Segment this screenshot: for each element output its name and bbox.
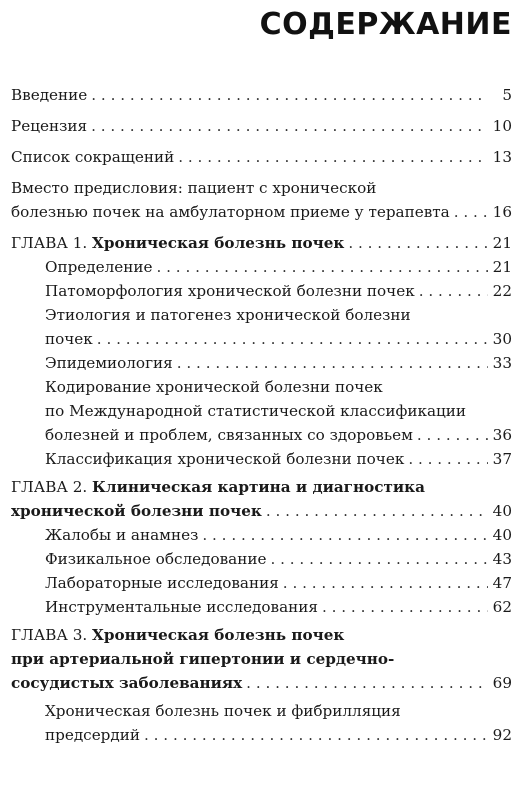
toc-section[interactable]: Инструментальные исследования . . . 62 bbox=[45, 595, 512, 619]
page-number: 40 bbox=[492, 502, 512, 520]
page-number: 69 bbox=[492, 674, 512, 692]
page-number: 10 bbox=[492, 117, 512, 135]
toc-entry-review[interactable]: Рецензия . . . 10 bbox=[11, 114, 512, 138]
toc-entry-foreword[interactable]: Вместо предисловия: пациент с хронической болезнью почек на амбулаторном приеме у терапевта . . . 16 bbox=[11, 176, 512, 224]
table-of-contents bbox=[11, 83, 512, 747]
page-number: 22 bbox=[492, 282, 512, 300]
toc-section[interactable]: Этиология и патогенез хронической болезни почек . . . 30 bbox=[45, 303, 512, 351]
toc-section[interactable]: Хроническая болезнь почек и фибрилляция предсердий . . . 92 bbox=[45, 699, 512, 747]
page-number: 13 bbox=[492, 148, 512, 166]
toc-entry-abbreviations[interactable]: Список сокращений . . . 13 bbox=[11, 145, 512, 169]
chapter-title: Хроническая болезнь почек bbox=[92, 626, 345, 644]
toc-section[interactable]: Физикальное обследование . . . 43 bbox=[45, 547, 512, 571]
page-number: 37 bbox=[492, 450, 512, 468]
toc-chapter-1[interactable] bbox=[11, 231, 512, 255]
page-number: 30 bbox=[492, 330, 512, 348]
chapter-3 bbox=[11, 623, 512, 747]
chapter-1 bbox=[11, 231, 512, 471]
page-number: 36 bbox=[492, 426, 512, 444]
toc-chapter-3[interactable]: ГЛАВА 3. Хроническая болезнь почек при артериальной гипертонии и сердечно- сосудистых заболеваниях . . . 69 bbox=[11, 623, 512, 695]
chapter-prefix: ГЛАВА 1. bbox=[11, 234, 93, 252]
page-number: 40 bbox=[492, 526, 512, 544]
toc-section[interactable]: Определение . . . 21 bbox=[45, 255, 512, 279]
page-number: 62 bbox=[492, 598, 512, 616]
page-number: 47 bbox=[492, 574, 512, 592]
page-number: 5 bbox=[502, 86, 512, 104]
chapter-prefix: ГЛАВА 2. bbox=[11, 478, 93, 496]
page-number: 92 bbox=[492, 726, 512, 744]
chapter-prefix: ГЛАВА 3. bbox=[11, 626, 93, 644]
page-title: СОДЕРЖАНИЕ bbox=[259, 7, 512, 42]
toc-section[interactable]: Жалобы и анамнез . . . 40 bbox=[45, 523, 512, 547]
page-number: 33 bbox=[492, 354, 512, 372]
chapter-2 bbox=[11, 475, 512, 619]
toc-chapter-2[interactable]: ГЛАВА 2. Клиническая картина и диагностика хронической болезни почек . . . 40 bbox=[11, 475, 512, 523]
toc-section[interactable]: Лабораторные исследования . . . 47 bbox=[45, 571, 512, 595]
toc-section[interactable]: Патоморфология хронической болезни почек . . . 22 bbox=[45, 279, 512, 303]
toc-section[interactable]: Эпидемиология . . . 33 bbox=[45, 351, 512, 375]
page-number: 21 bbox=[492, 258, 512, 276]
page-number: 16 bbox=[492, 203, 512, 221]
chapter-title: Клиническая картина и диагностика bbox=[92, 478, 425, 496]
toc-entry-introduction[interactable]: Введение . . . 5 bbox=[11, 83, 512, 107]
page-number: 21 bbox=[492, 234, 512, 252]
chapter-title: Хроническая болезнь почек bbox=[92, 234, 345, 252]
toc-section[interactable]: Классификация хронической болезни почек . . . 37 bbox=[45, 447, 512, 471]
toc-section[interactable]: Кодирование хронической болезни почек по Международной статистической классификации болезней и проблем, связанных со здоровьем . . . 36 bbox=[45, 375, 512, 447]
page-number: 43 bbox=[492, 550, 512, 568]
